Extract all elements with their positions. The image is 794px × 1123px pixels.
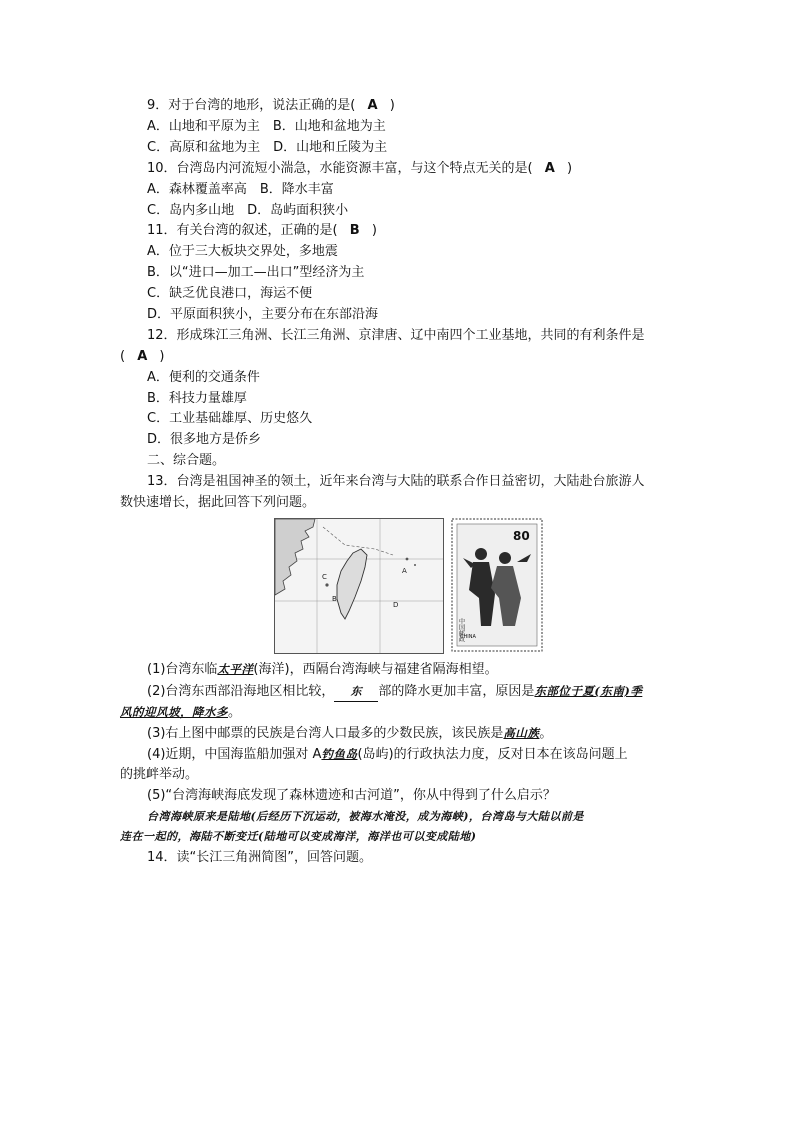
gaoshan-stamp-figure bbox=[451, 518, 543, 652]
q9-answer: A bbox=[367, 98, 378, 113]
q13-part5-answer-1 bbox=[147, 808, 584, 826]
q13-part4 bbox=[147, 745, 628, 764]
q12-close: ) bbox=[159, 349, 165, 364]
stamp-china-text: CHINA bbox=[460, 634, 476, 640]
map-label-c: C bbox=[322, 573, 327, 581]
q10-answer: A bbox=[544, 161, 555, 176]
q13-part5-answer-1-text: 台湾海峡原来是陆地(后经历下沉运动，被海水淹没，成为海峡)，台湾岛与大陆以前是 bbox=[147, 810, 584, 823]
q13-part2-line2 bbox=[120, 703, 241, 722]
q9-options-1: A．山地和平原为主 B．山地和盆地为主 bbox=[147, 119, 386, 134]
taiwan-map-svg bbox=[275, 519, 443, 653]
q12-stem: 12．形成珠江三角洲、长江三角洲、京津唐、辽中南四个工业基地，共同的有利条件是 bbox=[147, 328, 645, 343]
q13-intro-2: 数快速增长，据此回答下列问题。 bbox=[120, 495, 316, 510]
q13-part4-post: (岛屿)的行政执法力度，反对日本在该岛问题上 bbox=[357, 747, 628, 762]
q13-part5-answer-2 bbox=[120, 828, 476, 846]
q13-part1-pre: (1)台湾东临 bbox=[147, 662, 218, 677]
q9-close: ) bbox=[389, 98, 395, 113]
taiwan-island bbox=[337, 549, 367, 619]
q13-part4-line2: 的挑衅举动。 bbox=[120, 767, 199, 782]
q13-part4-pre: (4)近期，中国海监船加强对 A bbox=[147, 747, 322, 762]
q11-option-d: D．平原面积狭小，主要分布在东部沿海 bbox=[147, 307, 379, 322]
q9-stem-text: 9．对于台湾的地形，说法正确的是( bbox=[147, 98, 356, 113]
q12-option-d: D．很多地方是侨乡 bbox=[147, 432, 262, 447]
q13-part5-question: (5)“台湾海峡海底发现了森林遗迹和古河道”，你从中得到了什么启示？ bbox=[147, 788, 556, 803]
q13-part2-answer-1: 东部位于夏(东南)季 bbox=[534, 684, 643, 698]
small-island-dot bbox=[414, 564, 416, 566]
q13-part3-answer: 高山族 bbox=[503, 726, 540, 740]
q11-stem-text: 11．有关台湾的叙述，正确的是( bbox=[147, 223, 338, 238]
q14-stem: 14．读“长江三角洲简图”，回答问题。 bbox=[147, 850, 373, 865]
mainland-coast bbox=[275, 519, 315, 595]
diaoyu-island-dot bbox=[406, 558, 409, 561]
q12-open: ( bbox=[120, 349, 126, 364]
q13-part3 bbox=[147, 724, 552, 743]
taiwan-map-figure bbox=[274, 518, 444, 654]
q13-part2-answer-2: 风的迎风坡，降水多 bbox=[120, 705, 228, 719]
q11-stem bbox=[147, 222, 377, 240]
q13-intro-1: 13．台湾是祖国神圣的领土，近年来台湾与大陆的联系合作日益密切，大陆赴台旅游人 bbox=[147, 474, 645, 489]
q10-options-2: C．岛内多山地 D．岛屿面积狭小 bbox=[147, 203, 349, 218]
map-label-d: D bbox=[393, 601, 399, 609]
q12-answer-line bbox=[120, 348, 165, 366]
q13-part3-end: 。 bbox=[539, 726, 553, 741]
section-heading: 二、综合题。 bbox=[147, 453, 226, 468]
q9-options-2: C．高原和盆地为主 D．山地和丘陵为主 bbox=[147, 140, 388, 155]
q10-close: ) bbox=[566, 161, 573, 176]
penghu-island bbox=[325, 583, 328, 586]
q13-part4-answer: 钓鱼岛 bbox=[321, 747, 358, 761]
q13-part2 bbox=[147, 682, 642, 702]
map-label-b: B bbox=[332, 595, 337, 603]
q10-stem-text: 10．台湾岛内河流短小湍急，水能资源丰富，与这个特点无关的是( bbox=[147, 161, 533, 176]
q12-option-b: B．科技力量雄厚 bbox=[147, 391, 247, 406]
q13-part5-answer-2-text: 连在一起的，海陆不断变迁(陆地可以变成海洋，海洋也可以变成陆地) bbox=[120, 830, 477, 843]
stamp-post-text: 中国邮政 bbox=[457, 618, 465, 642]
q13-part1-answer: 太平洋 bbox=[217, 662, 254, 676]
q10-options-1: A．森林覆盖率高 B．降水丰富 bbox=[147, 182, 334, 197]
q11-answer: B bbox=[349, 223, 360, 238]
q13-part2-pre: (2)台湾东西部沿海地区相比较， bbox=[147, 684, 335, 699]
q13-part3-pre: (3)右上图中邮票的民族是台湾人口最多的少数民族，该民族是 bbox=[147, 726, 504, 741]
q9-stem bbox=[147, 97, 395, 115]
q10-stem bbox=[147, 160, 572, 178]
q11-option-c: C．缺乏优良港口，海运不便 bbox=[147, 286, 313, 301]
q13-part1 bbox=[147, 660, 498, 679]
map-label-a: A bbox=[402, 567, 407, 575]
q12-answer: A bbox=[137, 349, 148, 364]
stamp-svg bbox=[451, 518, 543, 652]
stamp-price: 80 bbox=[513, 529, 530, 543]
q11-close: ) bbox=[371, 223, 377, 238]
q13-part2-blank: 东 bbox=[334, 683, 378, 702]
q12-option-c: C．工业基础雄厚、历史悠久 bbox=[147, 411, 313, 426]
q13-part2-mid: 部的降水更加丰富，原因是 bbox=[378, 684, 535, 699]
q11-option-a: A．位于三大板块交界处，多地震 bbox=[147, 244, 338, 259]
q12-option-a: A．便利的交通条件 bbox=[147, 370, 260, 385]
q11-option-b: B．以“进口—加工—出口”型经济为主 bbox=[147, 265, 365, 280]
q13-part1-post: (海洋)，西隔台湾海峡与福建省隔海相望。 bbox=[253, 662, 498, 677]
q13-part2-end: 。 bbox=[228, 705, 242, 720]
